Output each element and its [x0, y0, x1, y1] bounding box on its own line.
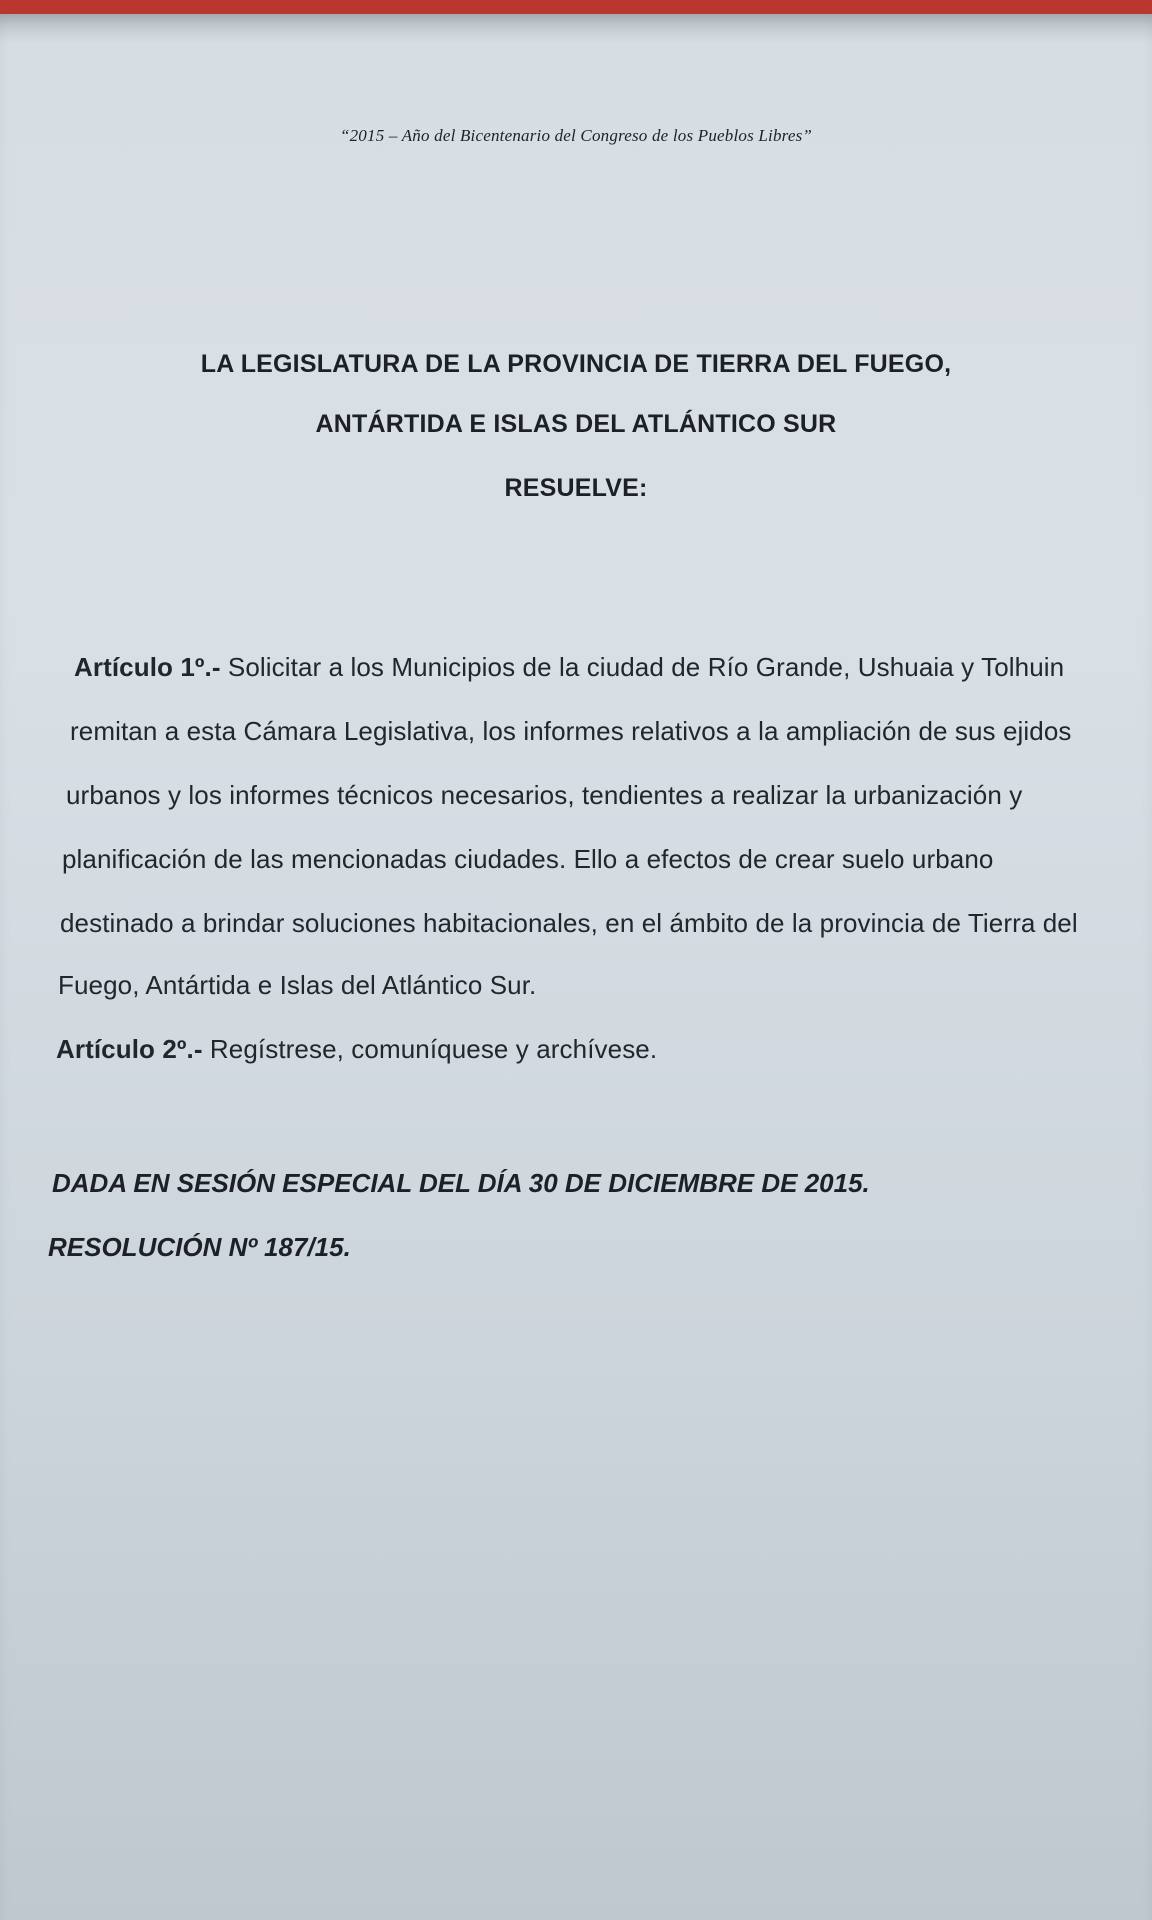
document-page — [0, 14, 1152, 1920]
article-1-line-4: planificación de las mencionadas ciudades. Ello a efectos de crear suelo urbano — [62, 844, 994, 874]
article-1-line-1 — [74, 652, 1064, 683]
article-1-line-3: urbanos y los informes técnicos necesarios, tendientes a realizar la urbanización y — [66, 780, 1023, 810]
heading-line-2: ANTÁRTIDA E ISLAS DEL ATLÁNTICO SUR — [315, 410, 837, 438]
article-1-text-1: Solicitar a los Municipios de la ciudad de Río Grande, Ushuaia y Tolhuin — [220, 652, 1065, 682]
article-2-line — [56, 1034, 657, 1065]
article-1-line-6: Fuego, Antártida e Islas del Atlántico Sur. — [58, 970, 537, 1000]
article-1-line-5: destinado a brindar soluciones habitacionales, en el ámbito de la provincia de Tierra del — [60, 908, 1078, 938]
article-1-line-2: remitan a esta Cámara Legislativa, los informes relativos a la ampliación de sus ejidos — [70, 716, 1072, 746]
page-edge-shadow — [0, 14, 1152, 44]
article-2-text: Regístrese, comuníquese y archívese. — [202, 1034, 658, 1064]
heading-line-1: LA LEGISLATURA DE LA PROVINCIA DE TIERRA DEL FUEGO, — [200, 350, 952, 378]
header-motto: “2015 – Año del Bicentenario del Congreso de los Pueblos Libres” — [339, 126, 813, 145]
heading-resuelve: RESUELVE: — [504, 474, 648, 502]
resolution-number: RESOLUCIÓN Nº 187/15. — [48, 1232, 351, 1262]
article-1-label: Artículo 1º.- — [74, 652, 221, 682]
article-2-label: Artículo 2º.- — [56, 1034, 203, 1064]
session-date: DADA EN SESIÓN ESPECIAL DEL DÍA 30 DE DICIEMBRE DE 2015. — [52, 1168, 870, 1198]
